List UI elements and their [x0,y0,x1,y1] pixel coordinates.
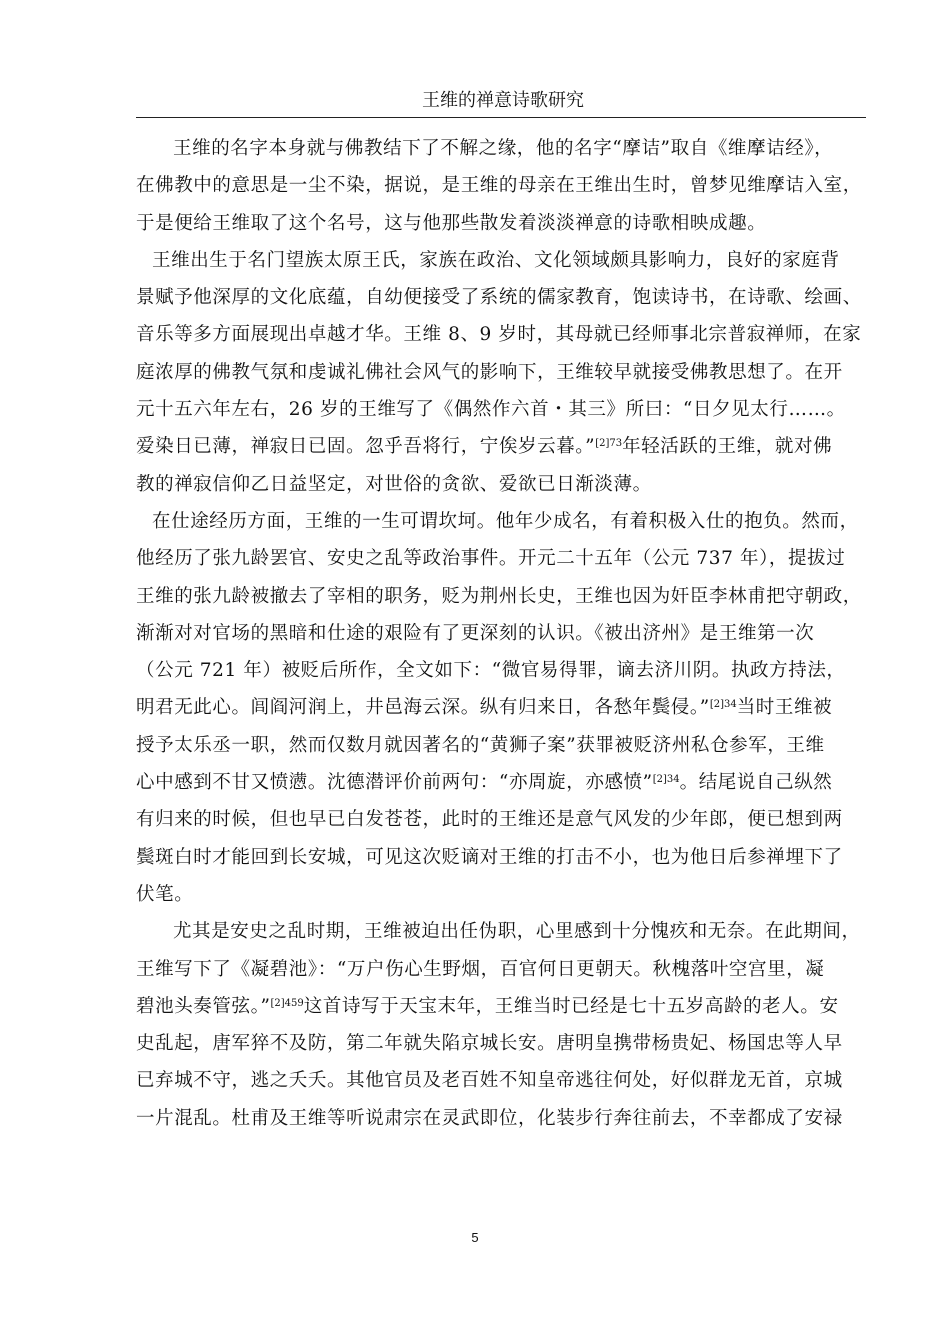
text-line: 有归来的时候，但也早已白发苍苍，此时的王维还是意气风发的少年郎，便已想到两 [136,809,843,831]
text-segment: 心中感到不甘又愤懑。沈德潜评价前两句：“亦周旋，亦感愤” [136,772,653,794]
text-line: 一片混乱。杜甫及王维等听说肃宗在灵武即位，化装步行奔往前去，不幸都成了安禄 [136,1107,843,1129]
text-line: 尤其是安史之乱时期，王维被迫出任伪职，心里感到十分愧疚和无奈。在此期间， [173,921,861,943]
citation: [2]34 [709,699,737,711]
paragraph-4 [136,913,866,1137]
text-line: 王维写下了《凝碧池》：“万户伤心生野烟，百官何日更朝天。秋槐落叶空宫里，凝 [136,958,825,980]
text-line: 史乱起，唐军猝不及防，第二年就失陷京城长安。唐明皇携带杨贵妃、杨国忠等人早 [136,1033,843,1055]
text-line: 已弃城不守，逃之夭夭。其他官员及老百姓不知皇帝逃往何处，好似群龙无首，京城 [136,1070,843,1092]
text-segment: 碧池头奏管弦。” [136,995,271,1017]
text-line: 庭浓厚的佛教气氛和虔诚礼佛社会风气的影响下，王维较早就接受佛教思想了。在开 [136,361,843,383]
text-segment: 明君无此心。闾阎河润上，井邑海云深。纵有归来日，各愁年鬓侵。” [136,697,710,719]
paragraph-1 [136,130,866,242]
text-segment: 。结尾说自己纵然 [679,772,833,794]
text-line: （公元 721 年）被贬后所作，全文如下：“微官易得罪，谪去济川阴。执政方持法， [136,660,846,682]
paragraph-2 [136,242,866,503]
text-line [136,764,866,801]
text-segment: 当时王维被 [736,697,833,719]
page-number: 5 [471,1230,479,1245]
text-line: 在佛教中的意思是一尘不染，据说，是王维的母亲在王维出生时，曾梦见维摩诘入室， [136,175,862,197]
citation: [2]34 [652,774,680,786]
text-segment: 年轻活跃的王维，就对佛 [622,436,833,458]
text-line: 鬓斑白时才能回到长安城，可见这次贬谪对王维的打击不小，也为他日后参禅埋下了 [136,846,843,868]
text-line [136,689,866,726]
text-line: 教的禅寂信仰乙日益坚定，对世俗的贪欲、爱欲已日渐淡薄。 [136,473,652,495]
text-segment: 这首诗写于天宝末年，王维当时已经是七十五岁高龄的老人。安 [303,995,839,1017]
text-line: 王维的名字本身就与佛教结下了不解之缘，他的名字“摩诘”取自《维摩诘经》， [173,138,834,159]
running-header: 王维的禅意诗歌研究 [422,90,584,111]
text-line: 他经历了张九龄罢官、安史之乱等政治事件。开元二十五年（公元 737 年），提拔过 [136,548,846,570]
text-line: 于是便给王维取了这个名号，这与他那些散发着淡淡禅意的诗歌相映成趣。 [136,212,767,234]
text-line: 王维的张九龄被撤去了宰相的职务，贬为荆州长史，王维也因为奸臣李林甫把守朝政， [136,585,862,607]
header-rule [136,117,866,118]
text-line: 伏笔。 [136,883,194,905]
citation: [2]459 [270,997,304,1009]
text-line [136,428,866,465]
citation: [2]73 [595,438,623,450]
text-line: 在仕途经历方面，王维的一生可谓坎坷。他年少成名，有着积极入仕的抱负。然而， [152,510,859,532]
text-line: 王维出生于名门望族太原王氏，家族在政治、文化领域颇具影响力，良好的家庭背 [152,249,840,271]
text-line: 音乐等多方面展现出卓越才华。王维 8、9 岁时，其母就已经师事北宗普寂禅师，在家 [136,324,862,346]
paragraph-3 [136,503,866,913]
text-line: 渐渐对对官场的黑暗和仕途的艰险有了更深刻的认识。《被出济州》是王维第一次 [136,622,815,644]
body-text [136,130,866,1137]
text-line: 景赋予他深厚的文化底蕴，自幼便接受了系统的儒家教育，饱读诗书，在诗歌、绘画、 [136,287,862,309]
text-line: 元十五六年左右，26 岁的王维写了《偶然作六首・其三》所曰：“日夕见太行……。 [136,399,846,421]
text-line: 授予太乐丞一职，然而仅数月就因著名的“黄狮子案”获罪被贬济州私仓参军，王维 [136,734,825,756]
text-segment: 爱染日已薄，禅寂日已固。忽乎吾将行，宁俟岁云暮。” [136,436,596,458]
text-line [136,988,866,1025]
